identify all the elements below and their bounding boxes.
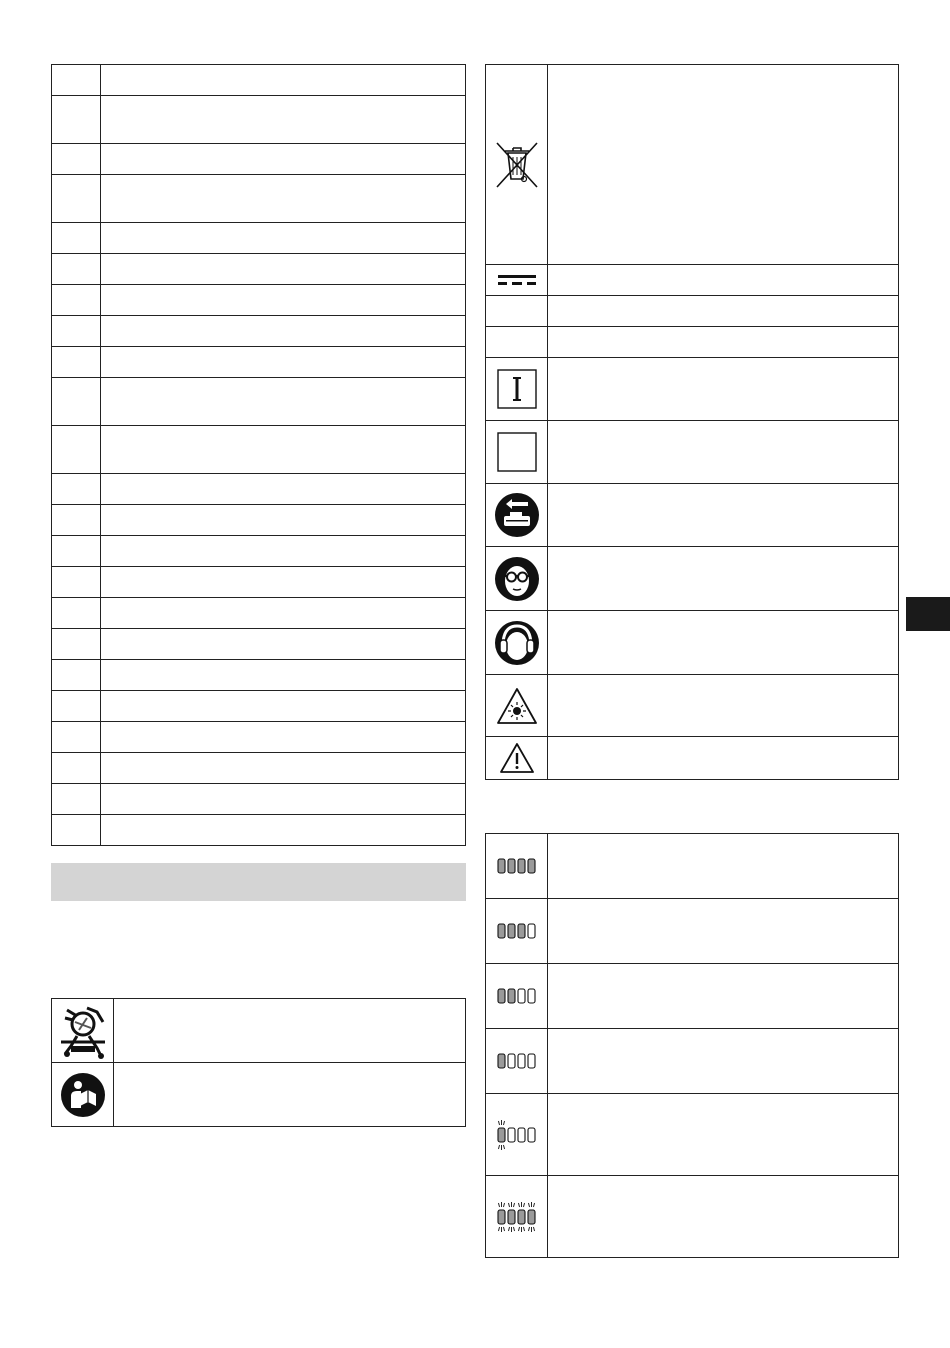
part-description <box>101 426 466 474</box>
battery-bar <box>508 859 515 873</box>
parts-row <box>52 536 466 567</box>
flash-ray <box>518 1227 519 1231</box>
battery-bar <box>508 1128 515 1142</box>
part-description <box>101 65 466 96</box>
parts-row <box>52 65 466 96</box>
part-number <box>52 65 101 96</box>
part-description <box>101 784 466 815</box>
part-description <box>101 144 466 175</box>
parts-row <box>52 378 466 426</box>
parts-row <box>52 175 466 223</box>
battery-1-bar-icon <box>486 1029 548 1094</box>
symbol-row <box>486 65 899 265</box>
parts-row <box>52 815 466 846</box>
battery-bar <box>528 924 535 938</box>
part-number <box>52 175 101 223</box>
part-number <box>52 660 101 691</box>
part-number <box>52 629 101 660</box>
crossed-out-bin-icon <box>486 65 548 265</box>
symbol-description <box>548 65 899 265</box>
battery-description <box>548 964 899 1029</box>
parts-row <box>52 96 466 144</box>
battery-bar <box>518 1128 525 1142</box>
flash-ray <box>513 1227 514 1231</box>
parts-row <box>52 505 466 536</box>
part-number <box>52 505 101 536</box>
part-description <box>101 629 466 660</box>
flash-ray <box>503 1227 504 1231</box>
part-description <box>101 175 466 223</box>
battery-bar <box>518 859 525 873</box>
flash-ray <box>503 1121 504 1125</box>
symbol-cell-empty <box>486 327 548 358</box>
flash-ray <box>533 1203 534 1207</box>
part-number <box>52 815 101 846</box>
flash-ray <box>518 1203 519 1207</box>
mitre-saw-icon <box>52 999 114 1063</box>
part-number <box>52 753 101 784</box>
flash-ray <box>503 1203 504 1207</box>
part-description <box>101 285 466 316</box>
parts-row <box>52 722 466 753</box>
part-number <box>52 144 101 175</box>
parts-row <box>52 629 466 660</box>
section-heading <box>51 863 466 901</box>
symbol-description <box>548 421 899 484</box>
parts-row <box>52 567 466 598</box>
battery-row <box>486 1029 899 1094</box>
battery-row <box>486 834 899 899</box>
battery-bar <box>498 924 505 938</box>
parts-row <box>52 753 466 784</box>
part-description <box>101 505 466 536</box>
symbol-description <box>548 737 899 780</box>
parts-row <box>52 691 466 722</box>
battery-description <box>548 899 899 964</box>
parts-row <box>52 316 466 347</box>
symbol-row <box>486 547 899 611</box>
part-description <box>101 722 466 753</box>
part-number <box>52 474 101 505</box>
battery-bar <box>528 989 535 1003</box>
battery-all-bars-flashing-icon <box>486 1176 548 1258</box>
symbol-row <box>486 327 899 358</box>
battery-description <box>548 834 899 899</box>
battery-bar <box>518 1210 525 1224</box>
parts-row <box>52 598 466 629</box>
flash-ray <box>513 1203 514 1207</box>
general-warning-icon <box>486 737 548 780</box>
battery-row <box>486 1094 899 1176</box>
battery-2-bars-icon <box>486 964 548 1029</box>
battery-bar <box>508 1210 515 1224</box>
parts-row <box>52 223 466 254</box>
part-description <box>101 96 466 144</box>
part-description <box>101 660 466 691</box>
part-number <box>52 536 101 567</box>
part-number <box>52 691 101 722</box>
part-description <box>101 378 466 426</box>
part-description <box>101 815 466 846</box>
battery-bar <box>518 989 525 1003</box>
symbols-table-left <box>51 998 466 1127</box>
battery-bar <box>508 1054 515 1068</box>
direct-current-icon <box>486 265 548 296</box>
parts-row <box>52 254 466 285</box>
battery-row <box>486 1176 899 1258</box>
read-manual-icon <box>52 1063 114 1127</box>
part-number <box>52 378 101 426</box>
part-number <box>52 598 101 629</box>
symbol-row <box>486 296 899 327</box>
symbol-row <box>486 484 899 547</box>
part-number <box>52 722 101 753</box>
remove-battery-icon <box>486 484 548 547</box>
battery-indicator-table <box>485 833 899 1258</box>
battery-description <box>548 1094 899 1176</box>
symbol-description <box>548 358 899 421</box>
part-description <box>101 753 466 784</box>
laser-warning-icon <box>486 675 548 737</box>
flash-ray <box>498 1227 499 1231</box>
part-number <box>52 96 101 144</box>
part-description <box>101 316 466 347</box>
flash-ray <box>523 1203 524 1207</box>
battery-bar <box>498 1210 505 1224</box>
part-number <box>52 347 101 378</box>
symbol-row <box>52 999 466 1063</box>
symbol-row <box>486 675 899 737</box>
battery-bar <box>498 1128 505 1142</box>
parts-table <box>51 64 466 846</box>
eye-protection-icon <box>486 547 548 611</box>
battery-bar <box>498 1054 505 1068</box>
flash-ray <box>503 1145 504 1149</box>
battery-bar <box>518 1054 525 1068</box>
battery-bar <box>528 1128 535 1142</box>
part-description <box>101 598 466 629</box>
battery-bar <box>498 989 505 1003</box>
battery-bar <box>508 989 515 1003</box>
switch-off-icon <box>486 421 548 484</box>
symbol-description <box>548 611 899 675</box>
part-description <box>101 567 466 598</box>
symbol-description <box>548 327 899 358</box>
part-description <box>101 536 466 567</box>
symbol-row <box>486 611 899 675</box>
switch-on-icon <box>486 358 548 421</box>
part-number <box>52 254 101 285</box>
parts-row <box>52 474 466 505</box>
symbol-row <box>486 421 899 484</box>
battery-bar <box>518 924 525 938</box>
part-description <box>101 254 466 285</box>
parts-row <box>52 144 466 175</box>
part-description <box>101 223 466 254</box>
battery-1-bar-flashing-icon <box>486 1094 548 1176</box>
part-number <box>52 567 101 598</box>
symbol-description <box>548 547 899 611</box>
flash-ray <box>523 1227 524 1231</box>
battery-3-bars-icon <box>486 899 548 964</box>
part-number <box>52 223 101 254</box>
part-number <box>52 285 101 316</box>
part-description <box>101 691 466 722</box>
battery-bar <box>498 859 505 873</box>
battery-4-bars-icon <box>486 834 548 899</box>
parts-row <box>52 784 466 815</box>
battery-description <box>548 1029 899 1094</box>
flash-ray <box>533 1227 534 1231</box>
part-description <box>101 347 466 378</box>
part-description <box>101 474 466 505</box>
battery-bar <box>528 859 535 873</box>
symbol-description <box>548 675 899 737</box>
symbol-description <box>548 484 899 547</box>
symbol-cell-empty <box>486 296 548 327</box>
part-number <box>52 784 101 815</box>
battery-bar <box>528 1054 535 1068</box>
symbols-table-right <box>485 64 899 780</box>
parts-row <box>52 660 466 691</box>
symbol-row <box>486 358 899 421</box>
symbol-row <box>52 1063 466 1127</box>
flash-ray <box>508 1203 509 1207</box>
part-number <box>52 316 101 347</box>
symbol-description <box>548 296 899 327</box>
flash-ray <box>498 1145 499 1149</box>
symbol-row <box>486 737 899 780</box>
parts-row <box>52 426 466 474</box>
flash-ray <box>498 1203 499 1207</box>
symbol-row <box>486 265 899 296</box>
battery-description <box>548 1176 899 1258</box>
flash-ray <box>528 1203 529 1207</box>
symbol-description <box>114 999 466 1063</box>
flash-ray <box>498 1121 499 1125</box>
language-side-tab <box>906 597 950 631</box>
battery-bar <box>528 1210 535 1224</box>
symbol-description <box>114 1063 466 1127</box>
parts-row <box>52 347 466 378</box>
battery-row <box>486 899 899 964</box>
part-number <box>52 426 101 474</box>
flash-ray <box>508 1227 509 1231</box>
battery-row <box>486 964 899 1029</box>
symbol-description <box>548 265 899 296</box>
flash-ray <box>528 1227 529 1231</box>
ear-protection-icon <box>486 611 548 675</box>
battery-bar <box>508 924 515 938</box>
parts-row <box>52 285 466 316</box>
